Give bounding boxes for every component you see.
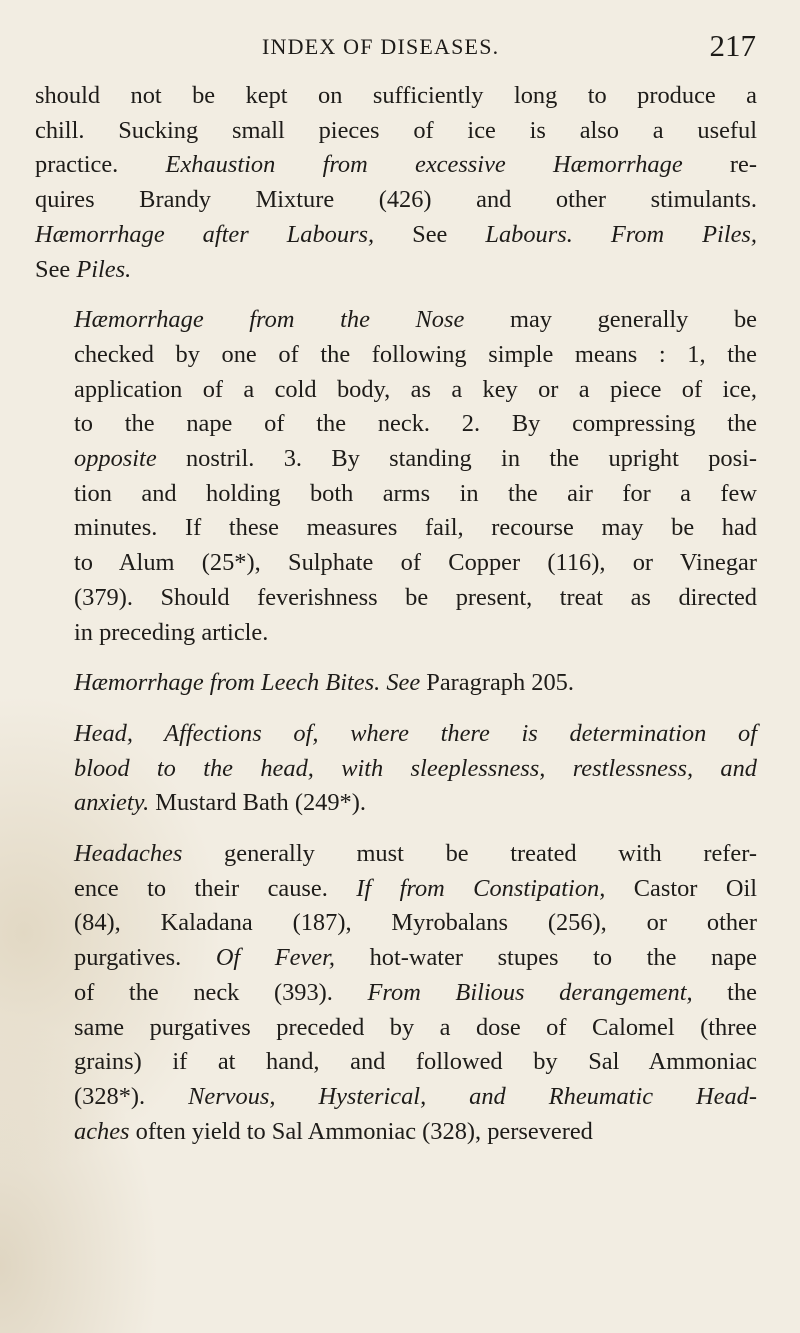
text-line xyxy=(35,976,757,1011)
italic-text: anxiety. xyxy=(74,789,150,817)
italic-text: From Piles, xyxy=(610,220,758,248)
text-run: (379). Should feverishness be present, treat as directed xyxy=(74,583,757,611)
text-run: Mustard Bath (249*). xyxy=(149,789,366,817)
text-run: tion and holding both arms in the air for a few xyxy=(74,479,757,507)
text-run: nostril. 3. By standing in the upright posi- xyxy=(156,445,757,473)
text-line xyxy=(35,546,757,581)
text-line xyxy=(35,666,757,701)
running-head-title: INDEX OF DISEASES. xyxy=(262,34,500,59)
text-run: should not be kept on sufficiently long to produce a xyxy=(35,82,757,109)
italic-text: Exhaustion from excessive Hæmorrhage xyxy=(165,151,683,179)
text-run: Paragraph 205. xyxy=(420,669,574,697)
text-run: re- xyxy=(682,151,757,179)
text-line xyxy=(35,786,757,821)
text-run: often yield to Sal Ammoniac (328), persevered xyxy=(129,1117,593,1145)
paragraph xyxy=(35,666,757,701)
text-run: Castor Oil xyxy=(605,874,758,902)
text-line xyxy=(35,616,757,651)
text-run: same purgatives preceded by a dose of Calomel (three xyxy=(74,1013,757,1041)
text-line xyxy=(35,1115,757,1150)
paragraph xyxy=(35,79,757,287)
text-run: chill. Sucking small pieces of ice is also a useful xyxy=(35,116,757,144)
text-line xyxy=(35,114,757,149)
italic-text: If from Constipation, xyxy=(356,874,606,902)
italic-text: Labours. xyxy=(485,220,573,248)
text-run: (328*). xyxy=(74,1082,189,1110)
text-line xyxy=(35,373,757,408)
text-line xyxy=(35,837,757,872)
body-text xyxy=(35,79,757,1165)
text-run: to the nape of the neck. 2. By compressing the xyxy=(74,410,757,438)
text-line xyxy=(35,941,757,976)
text-run: the xyxy=(692,978,757,1006)
text-line xyxy=(35,1011,757,1046)
text-line xyxy=(35,1045,757,1080)
text-line xyxy=(35,1080,757,1115)
text-run: application of a cold body, as a key or a piece of ice, xyxy=(74,375,757,403)
text-run: in preceding article. xyxy=(74,618,269,646)
text-line xyxy=(35,442,757,477)
text-line xyxy=(35,752,757,787)
text-run xyxy=(573,221,611,248)
italic-text: Hæmorrhage from Leech Bites. xyxy=(74,669,381,697)
text-run: of the neck (393). xyxy=(74,978,368,1006)
italic-text: Piles. xyxy=(76,255,132,283)
running-head xyxy=(0,30,800,70)
text-run: to Alum (25*), Sulphate of Copper (116), or Vinegar xyxy=(74,549,757,577)
text-line xyxy=(35,511,757,546)
text-line xyxy=(35,218,757,253)
italic-text: aches xyxy=(74,1117,130,1145)
text-run: hot-water stupes to the nape xyxy=(335,944,758,972)
text-run: See xyxy=(35,255,77,283)
text-line xyxy=(35,717,757,752)
text-run: ence to their cause. xyxy=(74,874,357,902)
paragraph xyxy=(35,837,757,1149)
text-line xyxy=(35,253,757,288)
italic-text: Hæmorrhage from the Nose xyxy=(74,306,465,334)
italic-text: Nervous, Hysterical, and Rheumatic Head- xyxy=(188,1082,757,1110)
italic-text: From Bilious derangement, xyxy=(367,978,693,1006)
italic-text: opposite xyxy=(74,445,157,473)
italic-text: See xyxy=(386,669,421,697)
text-run: minutes. If these measures fail, recourse may be had xyxy=(74,514,757,542)
italic-text: Headaches xyxy=(74,840,183,868)
text-run: purgatives. xyxy=(74,944,216,972)
text-line xyxy=(35,183,757,218)
italic-text: Of Fever, xyxy=(215,944,336,972)
paragraph xyxy=(35,303,757,650)
page-number: 217 xyxy=(709,28,756,63)
italic-text: Hæmorrhage after Labours, xyxy=(35,220,375,248)
text-line xyxy=(35,906,757,941)
text-line xyxy=(35,79,757,114)
text-run: practice. xyxy=(35,151,166,179)
text-line xyxy=(35,407,757,442)
text-line xyxy=(35,872,757,907)
text-line xyxy=(35,148,757,183)
text-run: generally must be treated with refer- xyxy=(182,840,757,868)
text-line xyxy=(35,581,757,616)
text-line xyxy=(35,477,757,512)
text-line xyxy=(35,303,757,338)
text-line xyxy=(35,338,757,373)
text-run: quires Brandy Mixture (426) and other stimulants. xyxy=(35,186,757,214)
text-run: may generally be xyxy=(464,306,757,334)
text-run: (84), Kaladana (187), Myrobalans (256), or other xyxy=(74,909,757,937)
text-run: checked by one of the following simple means : 1, the xyxy=(74,340,757,368)
text-run: grains) if at hand, and followed by Sal Ammoniac xyxy=(74,1048,757,1076)
paragraph xyxy=(35,717,757,821)
italic-text: blood to the head, with sleeplessness, restlessness, and xyxy=(74,754,757,782)
italic-text: Head, Affections of, where there is determination of xyxy=(74,719,757,747)
text-run: See xyxy=(374,220,486,248)
